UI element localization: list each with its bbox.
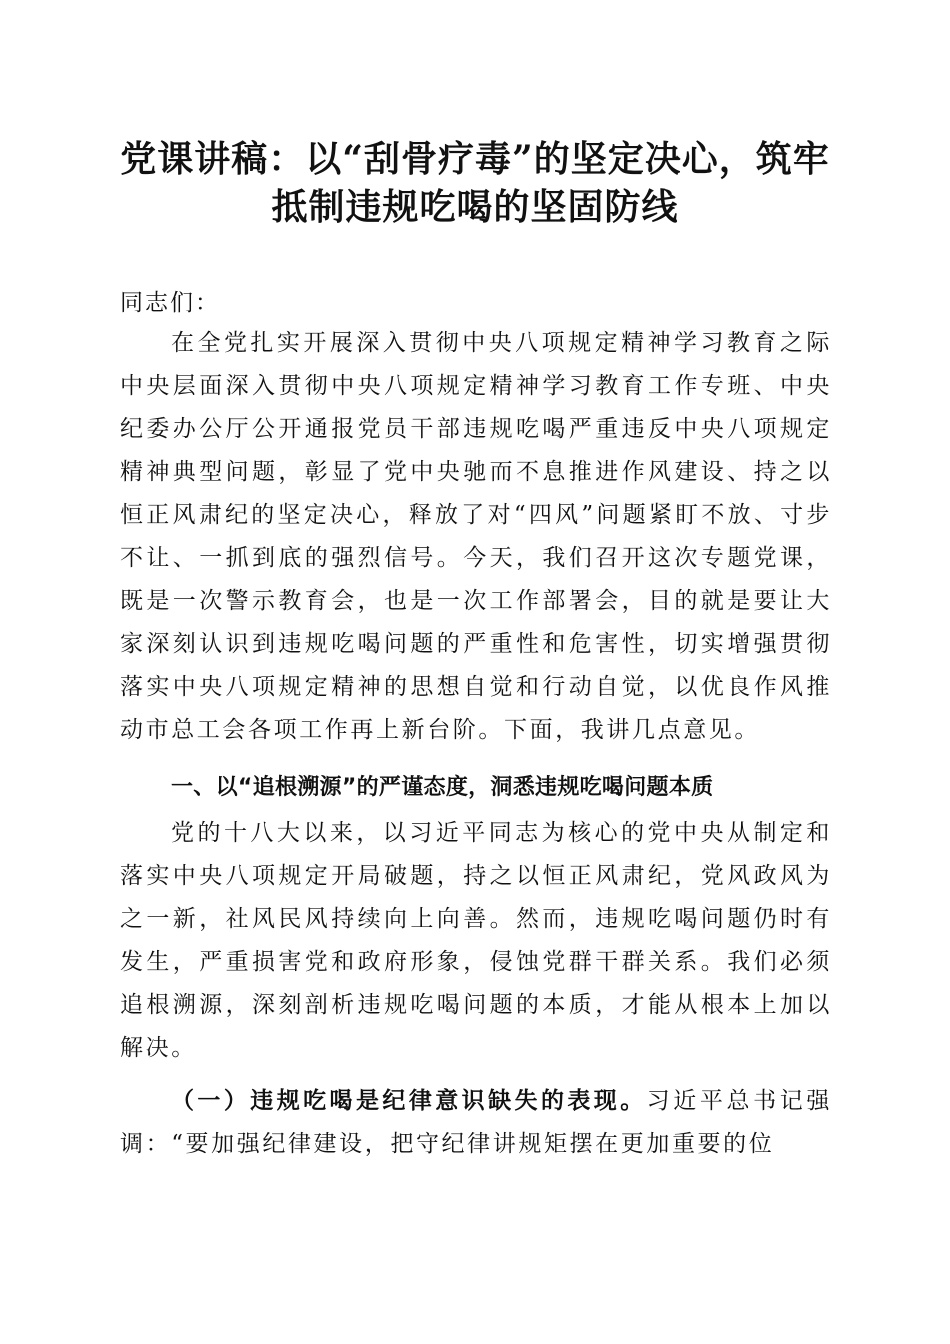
paragraph-subsection-1 xyxy=(120,1080,832,1166)
greeting: 同志们： xyxy=(120,290,220,316)
subsection-text-1: 习近平总书记强调：“要加强纪律建设，把守纪律讲规矩摆在更加重要的位 xyxy=(120,1088,833,1157)
section-heading-1: 一、以“追根溯源”的严谨态度，洞悉违规吃喝问题本质 xyxy=(171,775,714,800)
subsection-heading-1: （一）违规吃喝是纪律意识缺失的表现。 xyxy=(171,1088,647,1114)
document-title-line-2: 抵制违规吃喝的坚固防线 xyxy=(271,186,679,228)
paragraph-intro: 在全党扎实开展深入贯彻中央八项规定精神学习教育之际中央层面深入贯彻中央八项规定精神学习教育工作专班、中央纪委办公厅公开通报党员干部违规吃喝严重违反中央八项规定精神典型问题，彰显了党中央驰而不息推进作风建设、持之以恒正风肃纪的坚定决心，释放了对“四风”问题紧盯不放、寸步不让、一抓到底的强烈信号。今天，我们召开这次专题党课，既是一次警示教育会，也是一次工作部署会，目的就是要让大家深刻认识到违规吃喝问题的严重性和危害性，切实增强贯彻落实中央八项规定精神的思想自觉和行动自觉，以优良作风推动市总工会各项工作再上新台阶。下面，我讲几点意见。 xyxy=(120,330,832,743)
document-title-line-1: 党课讲稿：以“刮骨疗毒”的坚定决心，筑牢 xyxy=(120,138,830,180)
paragraph-section-1: 党的十八大以来，以习近平同志为核心的党中央从制定和落实中央八项规定开局破题，持之以恒正风肃纪，党风政风为之一新，社风民风持续向上向善。然而，违规吃喝问题仍时有发生，严重损害党和政府形象，侵蚀党群干群关系。我们必须追根溯源，深刻剖析违规吃喝问题的本质，才能从根本上加以解决。 xyxy=(120,820,832,1061)
